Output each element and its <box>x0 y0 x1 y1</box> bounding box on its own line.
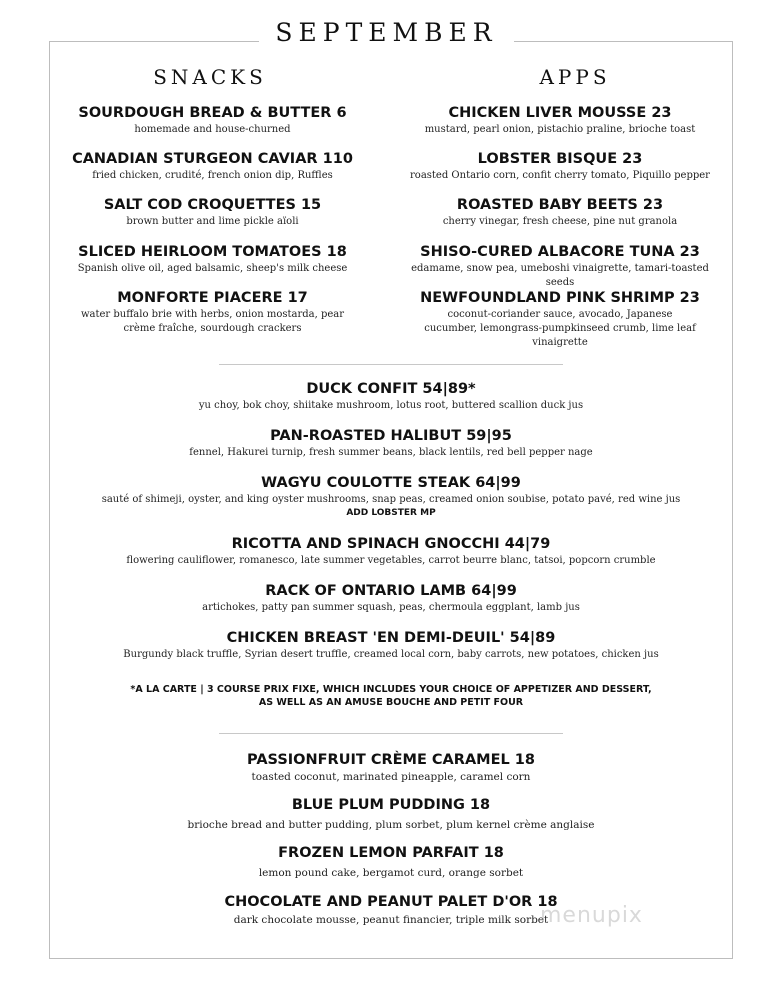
menu-item <box>70 104 355 150</box>
item-name: SLICED HEIRLOOM TOMATOES 18 <box>78 244 347 260</box>
menu-item <box>49 474 733 535</box>
menu-item <box>49 796 733 844</box>
item-name: WAGYU COULOTTE STEAK 64|99 <box>261 475 521 491</box>
menu-item <box>410 196 710 243</box>
item-name: CANADIAN STURGEON CAVIAR 110 <box>72 151 353 167</box>
snacks-list <box>70 104 355 336</box>
menu-item <box>70 243 355 289</box>
menu-item <box>410 150 710 196</box>
item-name: PASSIONFRUIT CRÈME CARAMEL 18 <box>247 752 535 768</box>
menu-item <box>410 289 710 350</box>
item-name: DUCK CONFIT 54|89* <box>306 381 476 397</box>
item-description: brioche bread and butter pudding, plum sorbet, plum kernel crème anglaise <box>187 819 595 831</box>
item-name: CHICKEN LIVER MOUSSE 23 <box>448 105 672 121</box>
section-divider <box>219 733 563 734</box>
mains-list <box>49 380 733 662</box>
item-name: ROASTED BABY BEETS 23 <box>456 197 664 213</box>
menu-item <box>49 380 733 427</box>
item-name: RACK OF ONTARIO LAMB 64|99 <box>265 583 517 599</box>
menu-item <box>49 844 733 893</box>
item-name: CHOCOLATE AND PEANUT PALET D'OR 18 <box>224 894 558 910</box>
item-name: NEWFOUNDLAND PINK SHRIMP 23 <box>420 290 700 306</box>
item-description: fried chicken, crudité, french onion dip, Ruffles <box>92 170 333 181</box>
menu-month-title <box>0 18 773 47</box>
menu-item <box>49 427 733 474</box>
prix-fixe-note <box>49 683 733 709</box>
item-name: PAN-ROASTED HALIBUT 59|95 <box>270 428 512 444</box>
menu-item <box>49 629 733 662</box>
item-description: roasted Ontario corn, confit cherry tomato, Piquillo pepper <box>410 170 710 181</box>
menu-item <box>70 196 355 243</box>
item-name: FROZEN LEMON PARFAIT 18 <box>278 845 504 861</box>
item-name: CHICKEN BREAST 'EN DEMI-DEUIL' 54|89 <box>226 630 556 646</box>
item-description: yu choy, bok choy, shiitake mushroom, lotus root, buttered scallion duck jus <box>198 400 584 411</box>
item-description: cherry vinegar, fresh cheese, pine nut granola <box>442 216 678 227</box>
menu-item <box>410 243 710 289</box>
menu-item <box>49 751 733 796</box>
item-description: fennel, Hakurei turnip, fresh summer beans, black lentils, red bell pepper nage <box>189 447 593 458</box>
note-line: *A LA CARTE | 3 COURSE PRIX FIXE, WHICH INCLUDES YOUR CHOICE OF APPETIZER AND DESSERT, <box>130 684 652 695</box>
item-description: mustard, pearl onion, pistachio praline, brioche toast <box>424 124 696 135</box>
add-on-note: ADD LOBSTER MP <box>346 508 436 518</box>
watermark-logo: menupix <box>540 903 643 928</box>
item-description: Spanish olive oil, aged balsamic, sheep's milk cheese <box>77 263 348 274</box>
apps-heading: APPS <box>539 65 611 89</box>
menu-item <box>70 150 355 196</box>
item-name: LOBSTER BISQUE 23 <box>477 151 643 167</box>
item-description: homemade and house-churned <box>134 124 291 135</box>
item-description: brown butter and lime pickle aïoli <box>126 216 299 227</box>
item-name: MONFORTE PIACERE 17 <box>117 290 308 306</box>
item-description: lemon pound cake, bergamot curd, orange sorbet <box>258 867 524 879</box>
item-name: SOURDOUGH BREAD & BUTTER 6 <box>78 105 347 121</box>
month-label: SEPTEMBER <box>259 18 513 47</box>
item-description: toasted coconut, marinated pineapple, caramel corn <box>251 771 531 783</box>
item-description: flowering cauliflower, romanesco, late summer vegetables, carrot beurre blanc, tatsoi, popcorn crumble <box>126 555 656 566</box>
apps-list <box>410 104 710 350</box>
item-name: RICOTTA AND SPINACH GNOCCHI 44|79 <box>231 536 551 552</box>
item-description: dark chocolate mousse, peanut financier, triple milk sorbet <box>233 914 549 926</box>
item-description: coconut-coriander sauce, avocado, Japanese cucumber, lemongrass-pumpkinseed crumb, lime leaf vinaigrette <box>424 309 696 348</box>
snacks-heading: SNACKS <box>153 65 267 89</box>
menu-item <box>49 535 733 582</box>
menu-item <box>49 582 733 629</box>
item-description: sauté of shimeji, oyster, and king oyster mushrooms, snap peas, creamed onion soubise, potato pavé, red wine jus <box>101 494 681 505</box>
menu-item <box>410 104 710 150</box>
item-description: water buffalo brie with herbs, onion mostarda, pear crème fraîche, sourdough crackers <box>80 309 345 334</box>
section-divider <box>219 364 563 365</box>
item-name: SHISO-CURED ALBACORE TUNA 23 <box>420 244 700 260</box>
menu-item <box>70 289 355 336</box>
item-name: SALT COD CROQUETTES 15 <box>103 197 322 213</box>
item-description: Burgundy black truffle, Syrian desert truffle, creamed local corn, baby carrots, new potatoes, chicken jus <box>123 649 659 660</box>
desserts-list <box>49 751 733 927</box>
note-line: AS WELL AS AN AMUSE BOUCHE AND PETIT FOUR <box>258 697 524 708</box>
item-description: edamame, snow pea, umeboshi vinaigrette, tamari-toasted seeds <box>411 263 709 288</box>
item-name: BLUE PLUM PUDDING 18 <box>291 797 491 813</box>
item-description: artichokes, patty pan summer squash, peas, chermoula eggplant, lamb jus <box>202 602 580 613</box>
